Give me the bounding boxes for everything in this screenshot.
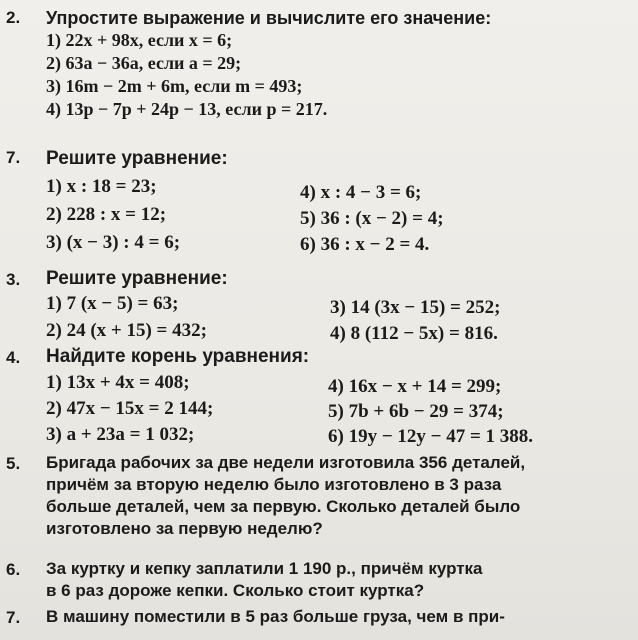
task-number: 6. bbox=[6, 560, 21, 579]
task-title: Решите уравнение: bbox=[46, 148, 228, 169]
equation: 5) 7b + 6b − 29 = 374; bbox=[328, 401, 504, 422]
equation: 1) x : 18 = 23; bbox=[46, 176, 157, 197]
problem-line: В машину поместили в 5 раз больше груза, чем в при- bbox=[46, 607, 505, 626]
task-title: Решите уравнение: bbox=[46, 268, 228, 289]
task-number: 7. bbox=[6, 608, 21, 627]
equation: 3) (x − 3) : 4 = 6; bbox=[46, 232, 181, 253]
task-number: 2. bbox=[6, 8, 21, 27]
equation: 4) 8 (112 − 5x) = 816. bbox=[330, 323, 498, 344]
problem-line: в 6 раз дороже кепки. Сколько стоит куртка? bbox=[46, 581, 425, 600]
equation: 2) 228 : x = 12; bbox=[46, 204, 167, 225]
task-title: Найдите корень уравнения: bbox=[46, 346, 310, 367]
equation: 6) 36 : x − 2 = 4. bbox=[300, 234, 430, 255]
problem-line: больше деталей, чем за первую. Сколько деталей было bbox=[46, 497, 521, 516]
equation: 6) 19y − 12y − 47 = 1 388. bbox=[328, 426, 534, 447]
equation: 3) a + 23a = 1 032; bbox=[46, 424, 195, 445]
word-problem bbox=[46, 558, 636, 602]
problem-line: Бригада рабочих за две недели изготовила 356 деталей, bbox=[46, 453, 526, 472]
task-item: 1) 22x + 98x, если x = 6; bbox=[46, 30, 233, 50]
equation: 4) x : 4 − 3 = 6; bbox=[300, 182, 422, 203]
word-problem bbox=[46, 452, 636, 540]
equation: 1) 7 (x − 5) = 63; bbox=[46, 293, 179, 314]
task-number: 4. bbox=[6, 348, 21, 367]
task-item: 3) 16m − 2m + 6m, если m = 493; bbox=[46, 76, 303, 96]
task-item: 2) 63a − 36a, если a = 29; bbox=[46, 53, 242, 73]
equation: 2) 24 (x + 15) = 432; bbox=[46, 320, 207, 341]
task-number: 5. bbox=[6, 454, 21, 473]
task-title: Упростите выражение и вычислите его значение: bbox=[46, 8, 492, 28]
equation: 2) 47x − 15x = 2 144; bbox=[46, 398, 214, 419]
equation: 4) 16x − x + 14 = 299; bbox=[328, 376, 502, 397]
task-number: 3. bbox=[6, 270, 21, 289]
problem-line: За куртку и кепку заплатили 1 190 р., причём куртка bbox=[46, 559, 483, 578]
word-problem bbox=[46, 606, 636, 628]
problem-line: изготовлено за первую неделю? bbox=[46, 519, 323, 538]
task-number: 7. bbox=[6, 148, 21, 167]
equation: 1) 13x + 4x = 408; bbox=[46, 372, 190, 393]
problem-line: причём за вторую неделю было изготовлено в 3 раза bbox=[46, 475, 502, 494]
task-item: 4) 13p − 7p + 24p − 13, если p = 217. bbox=[46, 99, 328, 119]
equation: 5) 36 : (x − 2) = 4; bbox=[300, 208, 444, 229]
equation: 3) 14 (3x − 15) = 252; bbox=[330, 297, 501, 318]
